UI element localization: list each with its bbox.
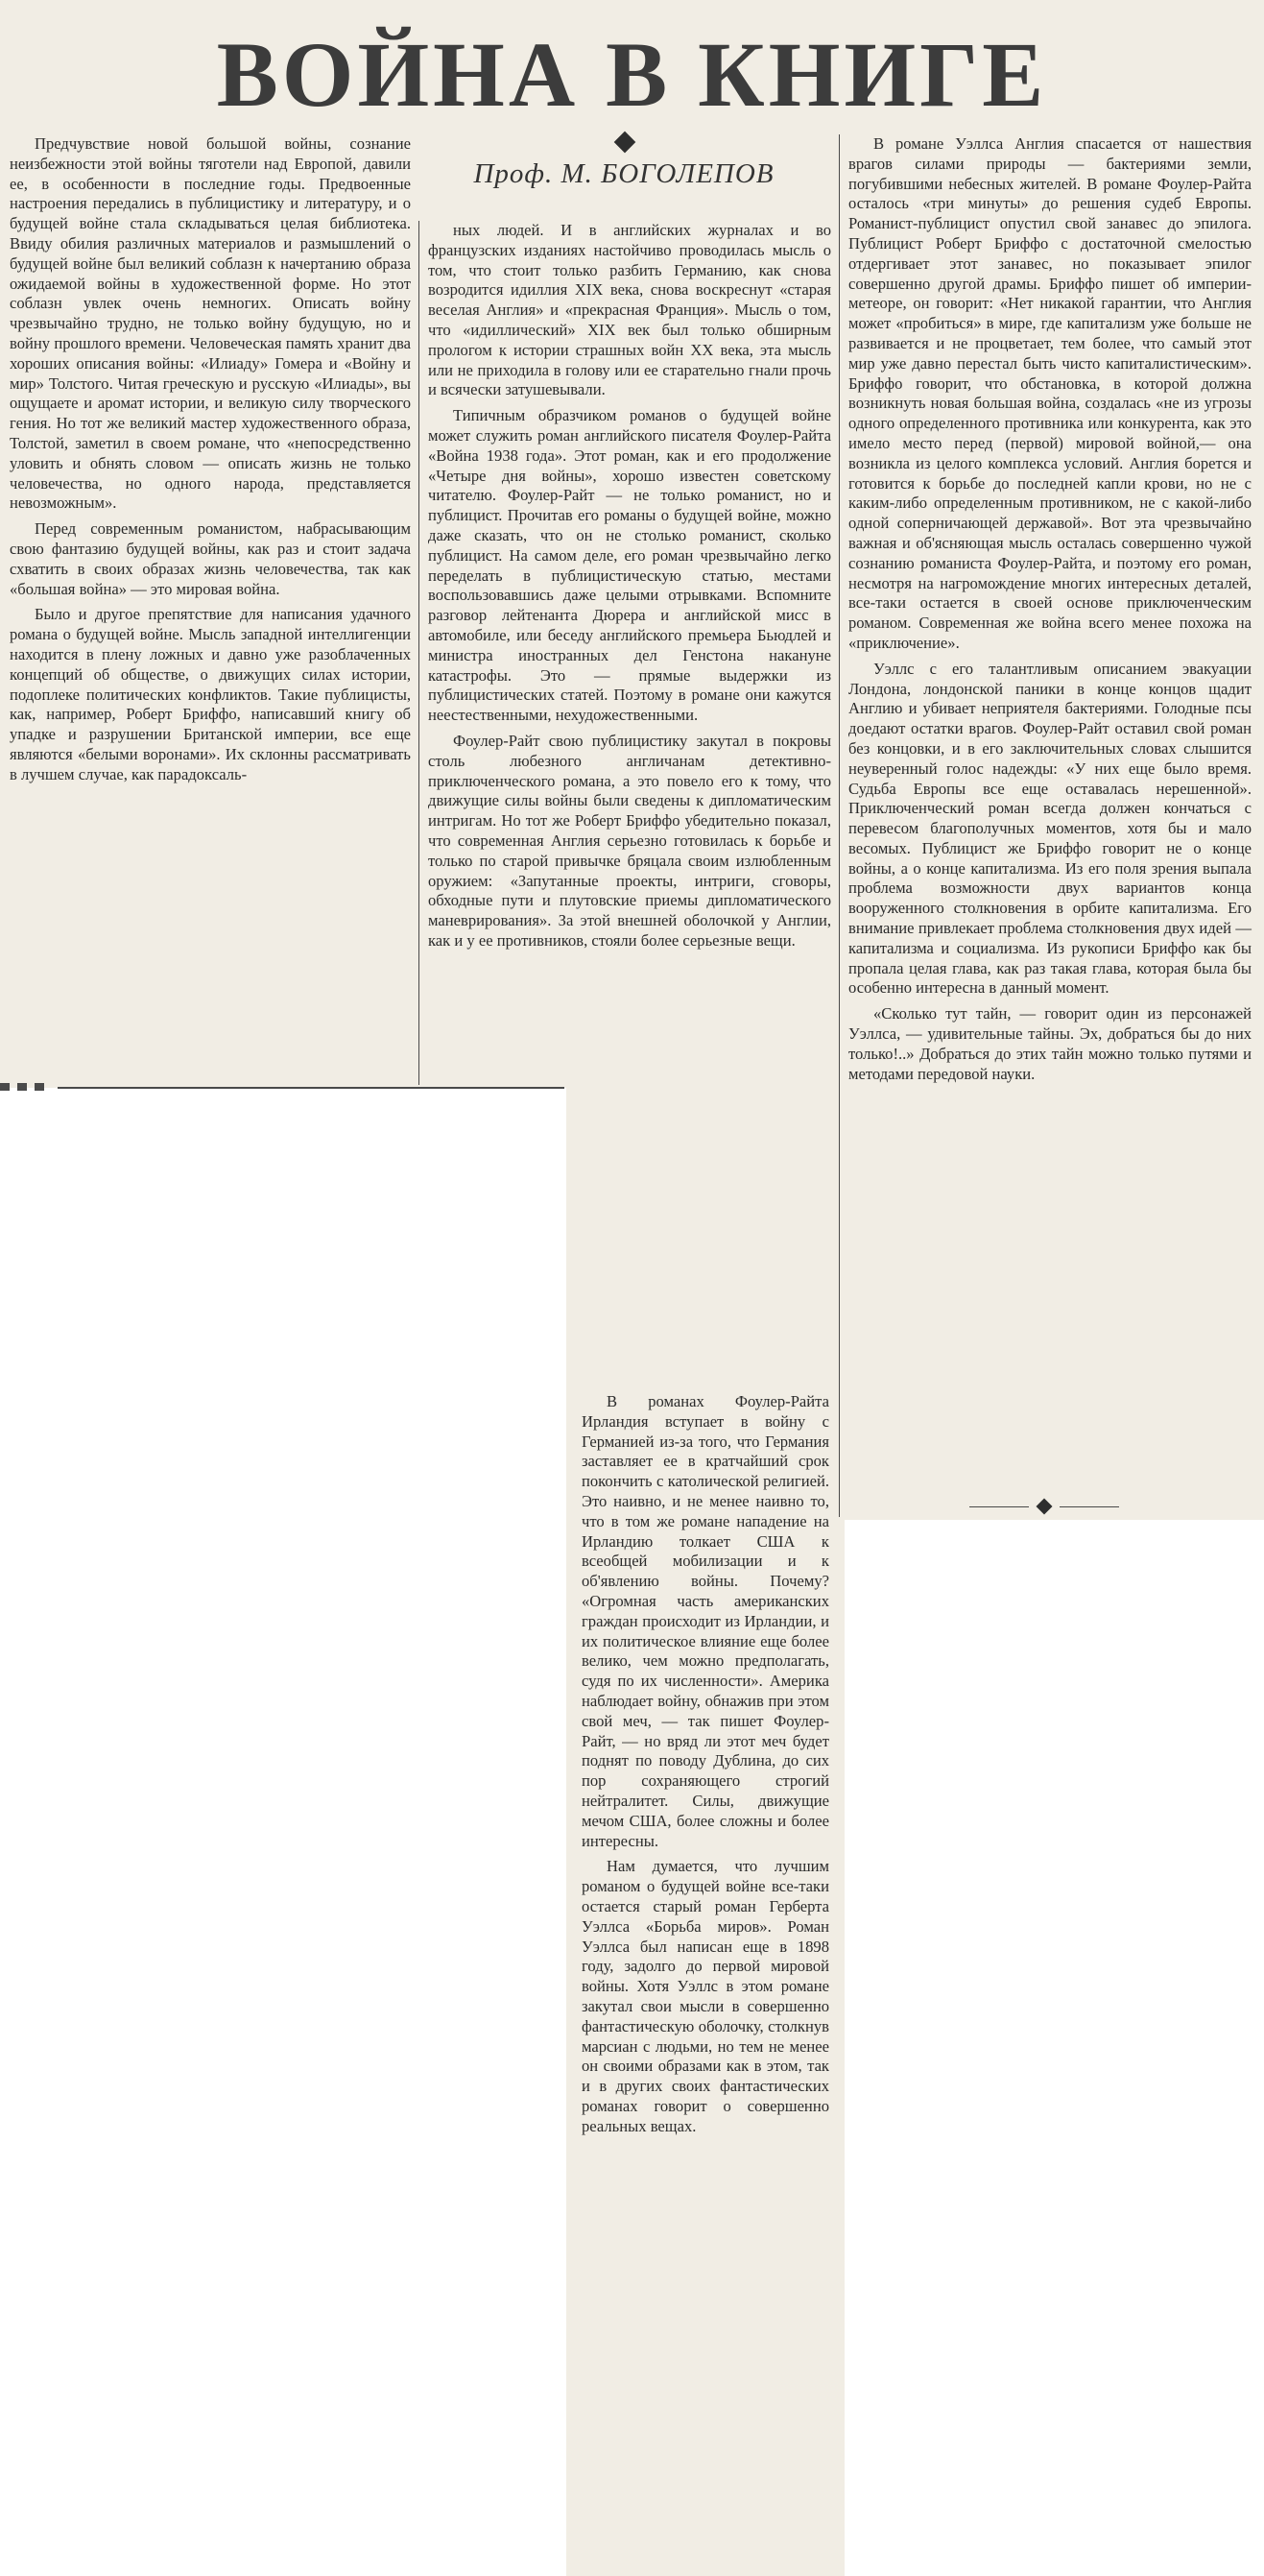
end-diamond (1037, 1499, 1053, 1515)
section-mark (35, 1083, 44, 1091)
paragraph: Нам думается, что лучшим романом о будущей войне все-таки остается старый роман Герберта Уэллса «Борьба миров». Роман Уэллса был написан еще в 1898 году, задолго до первой мировой войны. Хотя Уэллс в этом романе закутал свои мысли в совершенно фантастическую оболочку, столкнув марсиан с людьми, но тем не менее он своими образами как в этом, так и в других своих фантастических романах говорит о совершенно реальных вещах. (582, 1857, 829, 2135)
paragraph: В романе Уэллса Англия спасается от нашествия врагов силами природы — бактериями земли, погубившими небесных жителей. В романе Фоулер-Райта осталось «три минуты» до решения судеб Европы. Романист-публицист опустил свой занавес до эпилога. Публицист Роберт Бриффо с достаточной смелостью отдергивает этот занавес, но показывает эпилог совершенно другой драмы. Бриффо пишет об империи-метеоре, он говорит: «Нет никакой гарантии, что Англия может «пробиться» в мире, где капитализм уже больше не развивается и не процветает, тем более, что самый этот мир уже давно перестал быть чисто капиталистическим». Бриффо говорит, что обстановка, в которой должна возникнуть новая большая война, создалась «не из угрозы одного определенного противника или конкурента, как это имело место перед (первой) мировой войной,— она возникла из целого комплекса условий. Англия борется и готовится к борьбе до последней капли крови, но не с каким-либо определенным противником, не с какой-либо одной соперничающей державой». Вот эта чрезвычайно важная и об'ясняющая мысль осталась совершенно чужой сознанию романиста Фоулер-Райта, и поэтому его роман, несмотря на нагромождение многих интересных деталей, все-таки остается в своей основе приключенческим романом. Современная же война всего менее похожа на «приключение». (848, 134, 1252, 652)
paragraph: ных людей. И в английских журналах и во французских изданиях настойчиво проводилась мысль о том, что стоит только разбить Германию, как снова возродится идиллия XIX века, снова воскреснут «старая веселая Англия» и «прекрасная Франция». Мысль о том, что «идиллический» XIX век был только обширным прологом к истории страшных войн XX века, эта мысль или не приходила в голову или ее старательно гнали прочь и всячески затушевывали. (428, 221, 831, 399)
paragraph: Уэллс с его талантливым описанием эвакуации Лондона, лондонской паники в конце концов щадит Англию и убивает неприятеля бактериями. Голодные псы доедают остатки врагов. Фоулер-Райт оставил свой роман без концовки, и в его заключительных словах слышится неуверенный голос надежды: «У них еще было время. Судьба Европы все еще оставалась нерешенной». Приключенческий роман всегда должен кончаться с перевесом благополучных моментов, хотя бы и мало весомых. Публицист же Бриффо говорит не о конце войны, а о конце капитализма. Из его поля зрения выпала проблема возможности двух вариантов конца вооруженного столкновения в орбите капитализма. Его внимание привлекает проблема столкновения двух идей — капитализма и социализма. Из рукописи Бриффо как бы пропала целая глава, как раз такая глава, которая была бы особенно интересна в данный момент. (848, 659, 1252, 998)
section-mark (0, 1083, 10, 1091)
paragraph: В романах Фоулер-Райта Ирландия вступает в войну с Германией из-за того, что Германия заставляет ее в кратчайший срок покончить с католической религией. Это наивно, и не менее наивно то, что в том же романе нападение на Ирландию толкает США к всеобщей мобилизации и к об'явлению войны. Почему? «Огромная часть американских граждан происходит из Ирландии, и их политическое влияние еще более велико, чем можно предполагать, судя по их численности». Америка наблюдает войну, обнажив при этом свой меч, — так пишет Фоулер-Райт, — но вряд ли этот меч будет поднят по поводу Дублина, до сих пор сохраняющего строгий нейтралитет. Силы, движущие мечом США, более сложны и более интересны. (582, 1392, 829, 1850)
paragraph: Типичным образчиком романов о будущей войне может служить роман английского писателя Фоулер-Райта «Война 1938 года». Этот роман, как и его продолжение «Четыре дня войны», хорошо известен советскому читателю. Фоулер-Райт — не только романист, но и публицист. Прочитав его романы о будущей войне, можно даже сказать, что он не столько романист, сколько публицист. На самом деле, его роман чрезвычайно легко переделать в публицистическую статью, местами воспользовавшись даже целыми отрывками. Вспомните разговор лейтенанта Дюрера и английской мисс в автомобиле, или беседу английского премьера Бьюдлей и министра иностранных дел Генстона накануне катастрофы. Это — прямые выдержки из публицистических статей. Поэтому в романе они кажутся неестественными, нехудожественными. (428, 406, 831, 725)
section-rule (58, 1087, 564, 1089)
column-2-narrow (582, 1392, 829, 2142)
paragraph: Фоулер-Райт свою публицистику закутал в покровы столь любезного англичанам детективно-приключенческого романа, а это повело его к тому, что движущие силы войны были сведены к дипломатическим интригам. Но тот же Роберт Бриффо убедительно показал, что современная Англия серьезно готовилась к борьбе и только по старой привычке бряцала своим излюбленным оружием: «Запутанные проекты, интриги, сговоры, обходные пути и плутовские приемы дипломатического маневрирования». За этой внешней оболочкой у Англии, как и у ее противников, стояли более серьезные вещи. (428, 731, 831, 950)
section-mark (17, 1083, 27, 1091)
column-divider (418, 221, 419, 1085)
paragraph: «Сколько тут тайн, — говорит один из персонажей Уэллса, — удивительные тайны. Эх, добраться бы до них только!..» Добраться до этих тайн можно только путями и методами передовой науки. (848, 1004, 1252, 1083)
end-rule-left (969, 1506, 1029, 1507)
author-byline: Проф. М. БОГОЛЕПОВ (473, 158, 775, 189)
column-1 (10, 134, 411, 791)
paragraph: Было и другое препятствие для написания удачного романа о будущей войне. Мысль западной интеллигенции находится в плену ложных и давно уже разоблаченных концепций об обществе, о движущих силах истории, подоплеке политических конфликтов. Такие публицисты, как, например, Роберт Бриффо, написавший книгу об упадке и разрушении Британской империи, все еще являются «белыми воронами». Их склонны рассматривать в лучшем случае, как парадоксаль- (10, 605, 411, 783)
column-3 (848, 134, 1252, 1090)
column-divider (839, 134, 840, 1517)
end-ornament (969, 1498, 1123, 1517)
paragraph: Перед современным романистом, набрасывающим свою фантазию будущей войны, как раз и стоит задача схватить в своих образах жизнь человечества, так как «большая война» — это мировая война. (10, 519, 411, 598)
column-2 (428, 221, 831, 957)
end-rule-right (1060, 1506, 1119, 1507)
column-2-continuation (428, 732, 831, 951)
article-title: ВОЙНА В КНИГЕ (216, 23, 1048, 126)
paragraph: Предчувствие новой большой войны, сознание неизбежности этой войны тяготели над Европой, давили ее, в особенности в последние годы. Предвоенные настроения передались в публицистику и литературу, и о будущей войне стала складываться целая библиотека. Ввиду обилия различных материалов и размышлений о будущей войне был великий соблазн к начертанию образа ожидаемой войны в художественной форме. Но этот соблазн увлек очень немногих. Описать войну чрезвычайно трудно, не только войну будущую, но и войну прошлого времени. Человеческая память хранит два хороших описания войны: «Илиаду» Гомера и «Войну и мир» Толстого. Читая греческую и русскую «Илиады», вы ощущаете и аромат истории, и великую силу творческого гения. Но тот же великий мастер художественного образа, Толстой, заметил в своем романе, что «непосредственно уловить и обнять словом — описать жизнь не только человечества, но одного народа, представляется невозможным». (10, 134, 411, 513)
paper-right-block (840, 1088, 1264, 1520)
